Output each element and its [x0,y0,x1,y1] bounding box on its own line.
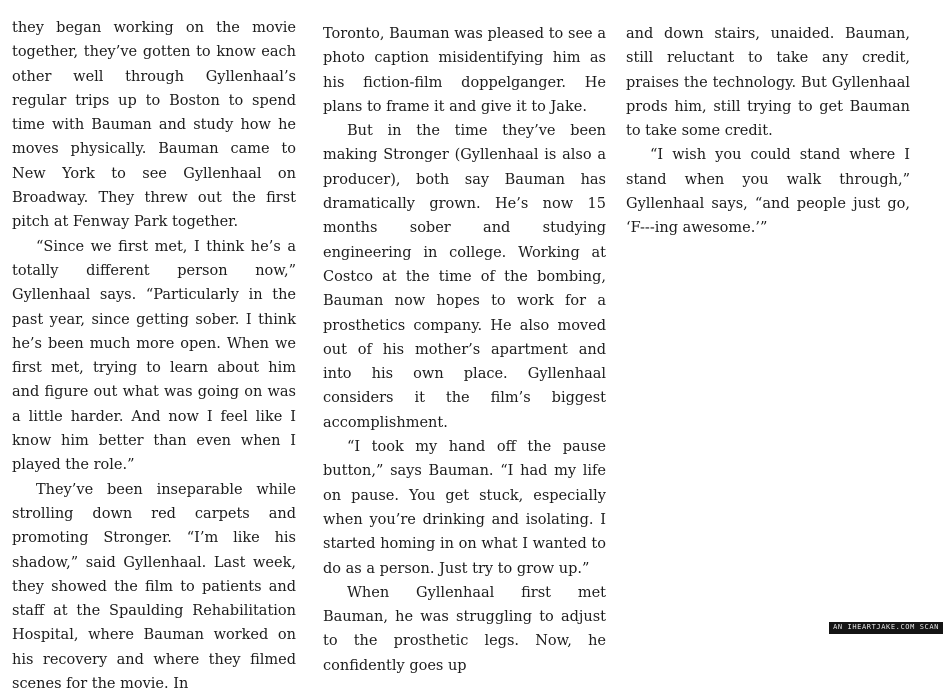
paragraph: “I wish you could stand where I stand when you walk through,” Gyllenhaal says, “and people just go, ‘F---ing awesome.’” [626,147,910,237]
paragraph: they began working on the movie together, they’ve gotten to know each other well through Gyllenhaal’s regular trips up to Boston to spend time with Bauman and study how he moves physically. Bauman came to New York to see Gyllenhaal on Broadway. They threw out the first pitch at Fenway Park together. [12,20,296,231]
scan-credit-watermark: AN IHEARTJAKE.COM SCAN [829,622,943,634]
paragraph: They’ve been inseparable while strolling down red carpets and promoting Stronger. “I’m like his shadow,” said Gyllenhaal. Last week, they showed the film to patients and staff at the Spaulding Rehabilitation Hospital, where Bauman worked on his recovery and where they filmed scenes for the movie. In [12,481,296,693]
paragraph: “Since we first met, I think he’s a totally different person now,” Gyllenhaal says. “Particularly in the past year, since getting sober. I think he’s been much more open. When we first met, trying to learn about him and figure out what was going on was a little harder. And now I feel like I know him better than even when I played the role.” [12,238,296,474]
paragraph: Toronto, Bauman was pleased to see a photo caption misidentifying him as his fiction-film doppelganger. He plans to frame it and give it to Jake. [323,26,606,115]
article-column-1 [12,16,296,696]
paragraph: “I took my hand off the pause button,” says Bauman. “I had my life on pause. You get stuck, especially when you’re drinking and isolating. I started homing in on what I wanted to do as a person. Just try to grow up.” [323,439,606,577]
paragraph: When Gyllenhaal first met Bauman, he was struggling to adjust to the prosthetic legs. Now, he confidently goes up [323,584,606,674]
article-column-3 [626,22,910,241]
paragraph: and down stairs, unaided. Bauman, still reluctant to take any credit, praises the technology. But Gyllenhaal prods him, still trying to get Bauman to take some credit. [626,26,910,140]
paragraph: But in the time they’ve been making Stronger (Gyllenhaal is also a producer), both say Bauman has dramatically grown. He’s now 15 months sober and studying engineering in college. Working at Costco at the time of the bombing, Bauman now hopes to work for a prosthetics company. He also moved out of his mother’s apartment and into his own place. Gyllenhaal considers it the film’s biggest accomplishment. [323,123,606,431]
article-column-2 [323,22,606,678]
